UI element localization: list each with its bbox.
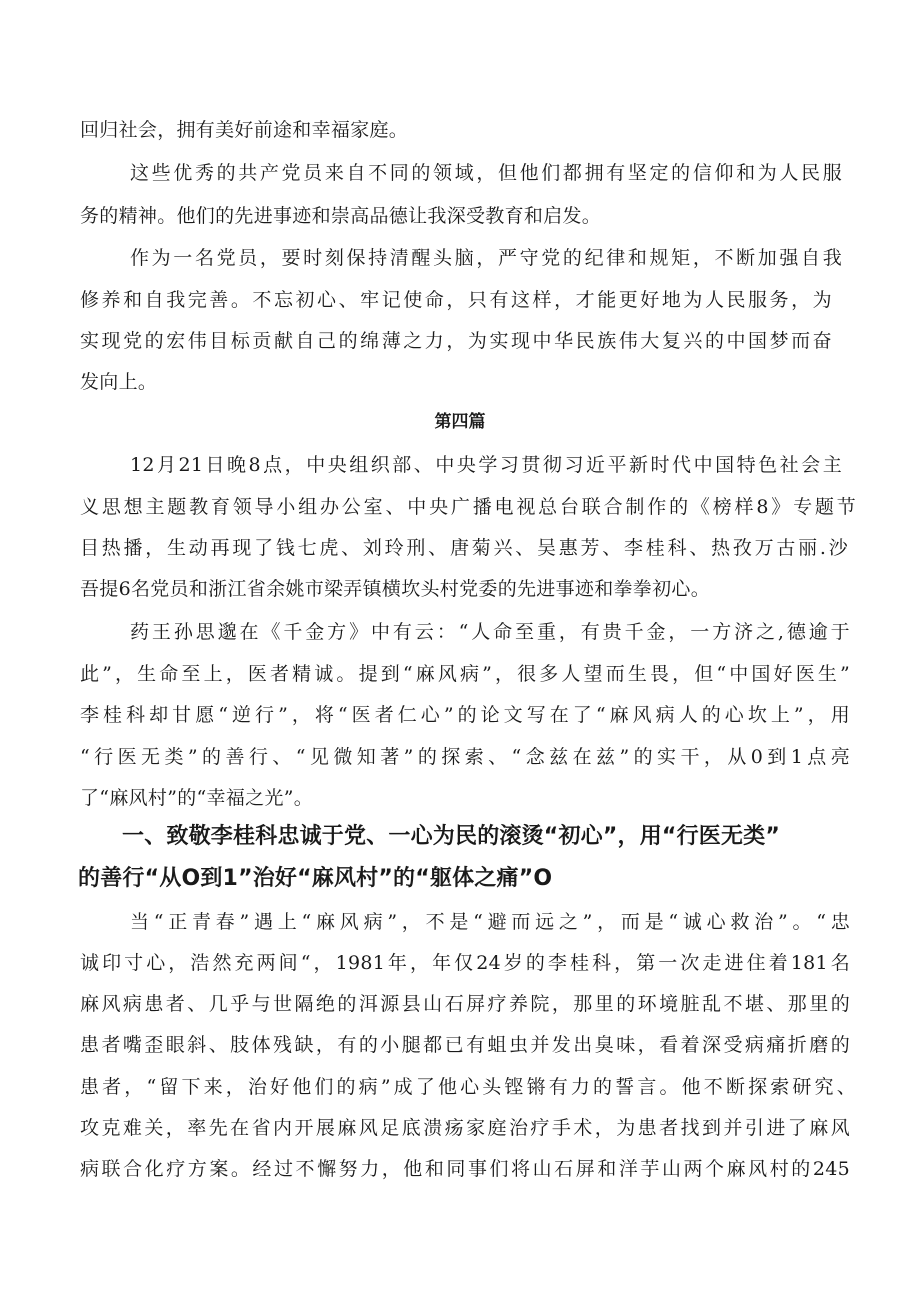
paragraph-1-line-1: 回归社会，拥有美好前途和幸福家庭。 bbox=[80, 119, 409, 141]
paragraph-6-line-6: 攻克难关，率先在省内开展麻风足底溃疡家庭治疗手术，为患者找到并引进了麻风 bbox=[80, 1117, 850, 1139]
paragraph-2-line-1: 这些优秀的共产党员来自不同的领域，但他们都拥有坚定的信仰和为人民服 bbox=[130, 162, 842, 184]
paragraph-3-line-2: 修养和自我完善。不忘初心、牢记使命，只有这样，才能更好地为人民服务，为 bbox=[80, 289, 832, 311]
paragraph-4-line-2: 义思想主题教育领导小组办公室、中央广播电视总台联合制作的《榜样8》专题节 bbox=[80, 496, 856, 518]
paragraph-5-line-5: 了“麻风村”的“幸福之光”。 bbox=[80, 787, 314, 809]
paragraph-5-line-3: 李桂科却甘愿“逆行”，将“医者仁心”的论文写在了“麻风病人的心坎上”，用 bbox=[80, 704, 850, 726]
paragraph-2-line-2: 务的精神。他们的先进事迹和崇高品德让我深受教育和启发。 bbox=[80, 205, 602, 227]
paragraph-3-line-1: 作为一名党员，要时刻保持清醒头脑，严守党的纪律和规矩，不断加强自我 bbox=[130, 247, 842, 269]
paragraph-3-line-3: 实现党的宏伟目标贡献自己的绵薄之力，为实现中华民族伟大复兴的中国梦而奋 bbox=[80, 330, 832, 352]
paragraph-5-line-2: 此”，生命至上，医者精诚。提到“麻风病”，很多人望而生畏，但“中国好医生” bbox=[80, 663, 850, 685]
heading-1-line-1: 一、致敬李桂科忠诚于党、一心为民的滚烫“初心”，用“行医无类” bbox=[122, 824, 781, 849]
paragraph-4-line-1: 12月21日晚8点，中央组织部、中央学习贯彻习近平新时代中国特色社会主 bbox=[130, 454, 842, 476]
heading-1-line-2: 的善行“从O到1”治好“麻风村”的“躯体之痛”O bbox=[78, 866, 553, 891]
paragraph-4-line-4: 吾提6名党员和浙江省余姚市梁弄镇横坎头村党委的先进事迹和拳拳初心。 bbox=[80, 578, 710, 600]
paragraph-6-line-3: 麻风病患者、几乎与世隔绝的洱源县山石屏疗养院，那里的环境脏乱不堪、那里的 bbox=[80, 993, 850, 1015]
paragraph-3-line-4: 发向上。 bbox=[80, 371, 158, 393]
paragraph-6-line-7: 病联合化疗方案。经过不懈努力，他和同事们将山石屏和洋芋山两个麻风村的245 bbox=[80, 1158, 850, 1180]
paragraph-6-line-4: 患者嘴歪眼斜、肢体残缺，有的小腿都已有蛆虫并发出臭味，看着深受病痛折磨的 bbox=[80, 1034, 850, 1056]
paragraph-5-line-1: 药王孙思邈在《千金方》中有云：“人命至重，有贵千金，一方济之,德逾于 bbox=[130, 621, 850, 643]
paragraph-6-line-5: 患者，“留下来，治好他们的病”成了他心头铿锵有力的誓言。他不断探索研究、 bbox=[80, 1076, 856, 1098]
paragraph-6-line-2: 诚印寸心，浩然充两间“，1981年，年仅24岁的李桂科，第一次走进住着181名 bbox=[80, 952, 850, 974]
paragraph-6-line-1: 当“正青春”遇上“麻风病”，不是“避而远之”，而是“诚心救治”。“忠 bbox=[130, 911, 850, 933]
paragraph-4-line-3: 目热播，生动再现了钱七虎、刘玲刑、唐菊兴、吴惠芳、李桂科、热孜万古丽.沙 bbox=[80, 537, 848, 559]
paragraph-5-line-4: “行医无类”的善行、“见微知著”的探索、“念兹在兹”的实干，从0到1点亮 bbox=[80, 746, 850, 768]
section-title: 第四篇 bbox=[434, 412, 486, 432]
